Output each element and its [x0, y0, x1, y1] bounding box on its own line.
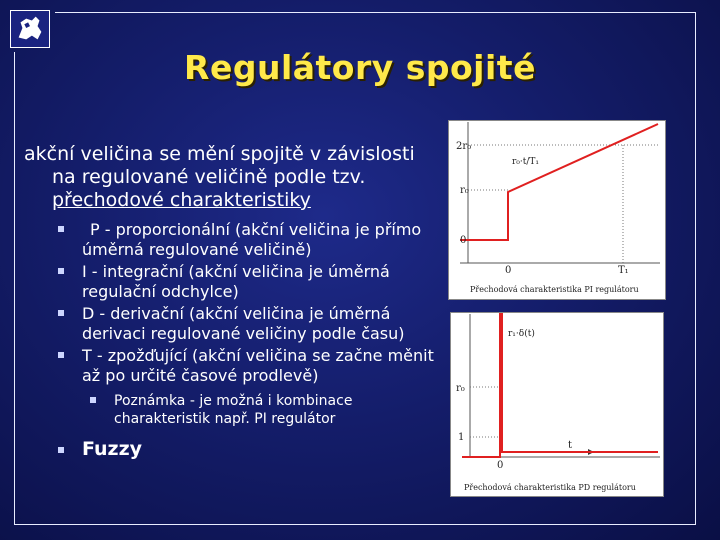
item-text: T - zpožďující (akční veličina se začne měnit až po určité časové prodlevě)	[82, 346, 434, 385]
bullet-icon	[58, 447, 64, 453]
xlabel-zero: 0	[505, 265, 512, 276]
lion-emblem-icon	[11, 11, 49, 47]
ylabel-2r0: 2r₀	[456, 141, 472, 152]
note-text: Poznámka - je možná i kombinace charakteristik např. PI regulátor	[114, 393, 353, 427]
frame-left-line	[14, 52, 15, 524]
annotation-impulse: r₁·δ(t)	[508, 329, 535, 339]
bullet-icon	[58, 352, 64, 358]
bullet-icon	[58, 310, 64, 316]
frame-bottom-line	[14, 524, 696, 525]
bullet-icon	[90, 397, 96, 403]
ylabel-zero: 0	[460, 235, 467, 246]
fuzzy-list	[54, 438, 444, 460]
item-text: P - proporcionální (akční veličina je přímo úměrná regulované veličině)	[82, 220, 422, 259]
pd-step-response-chart	[450, 312, 664, 497]
xlabel-zero: 0	[497, 460, 504, 471]
frame-right-line	[695, 12, 696, 524]
ylabel-r0: r₀	[456, 383, 465, 394]
slide-title: Regulátory spojité	[184, 48, 536, 87]
annotation-ramp: r₀·t/T₁	[512, 157, 540, 167]
pi-caption: Přechodová charakteristika PI regulátoru	[470, 285, 639, 294]
xlabel-t1: T₁	[618, 265, 629, 276]
intro-paragraph	[24, 143, 444, 212]
fuzzy-text: Fuzzy	[82, 438, 143, 460]
list-item	[54, 304, 444, 344]
university-logo	[10, 10, 50, 48]
slide-content	[24, 143, 444, 460]
list-item	[54, 220, 444, 260]
xlabel-t: t	[568, 440, 573, 451]
note-item	[86, 392, 444, 428]
frame-top-line	[55, 12, 695, 13]
ylabel-one: 1	[458, 432, 465, 443]
list-item	[54, 346, 444, 386]
item-text: I - integrační (akční veličina je úměrná regulační odchylce)	[82, 262, 390, 301]
transition-characteristic-link[interactable]: přechodové charakteristiky	[52, 189, 311, 211]
bullet-icon	[58, 226, 64, 232]
bullet-icon	[58, 268, 64, 274]
list-item	[54, 262, 444, 302]
ylabel-r0: r₀	[460, 185, 469, 196]
note-list	[86, 392, 444, 428]
regulator-types-list	[54, 220, 444, 386]
pd-caption: Přechodová charakteristika PD regulátoru	[464, 483, 636, 492]
item-text: D - derivační (akční veličina je úměrná derivaci regulované veličiny podle času)	[82, 304, 405, 343]
intro-text: akční veličina se mění spojitě v závislosti na regulované veličině podle tzv.	[24, 143, 415, 188]
pi-step-response-chart	[448, 120, 666, 300]
fuzzy-item	[54, 438, 444, 460]
